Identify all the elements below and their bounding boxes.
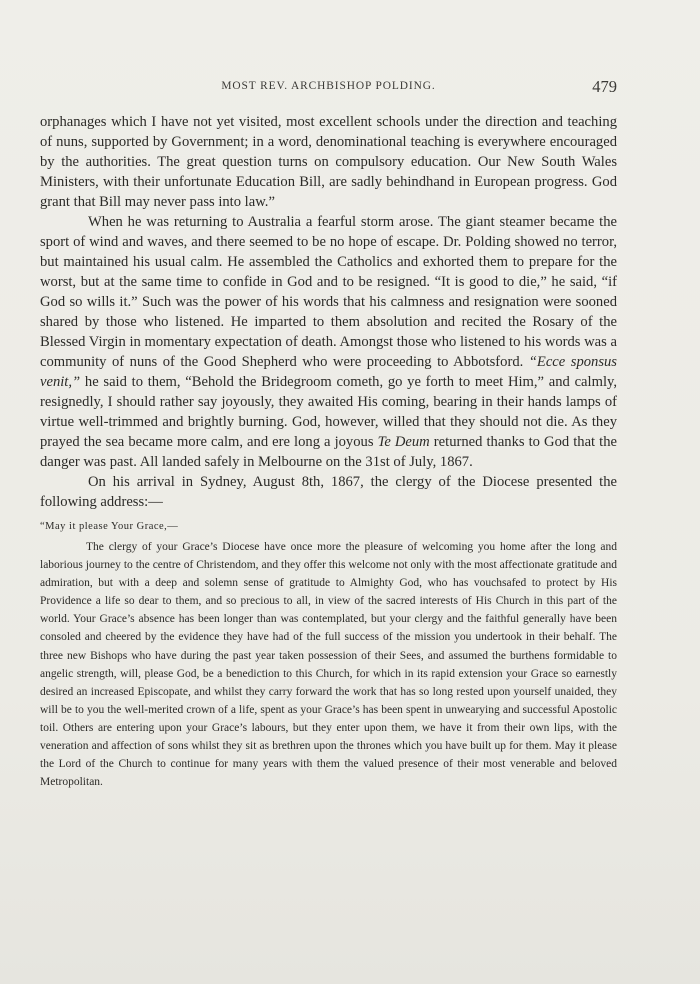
address-salutation: “May it please Your Grace,— (40, 521, 179, 532)
body-text (40, 112, 617, 791)
paragraph-text: On his arrival in Sydney, August 8th, 1867, the clergy of the Diocese presented the following address:— (40, 474, 617, 510)
page-header (40, 77, 617, 100)
page-number: 479 (592, 77, 617, 96)
paragraph-text-end: returned thanks to God that the danger was past. All landed safely in Melbourne on the 31st of July, 1867. (40, 434, 617, 470)
latin-quote: “Ecce sponsus venit,” (40, 354, 617, 390)
te-deum: Te Deum (377, 434, 430, 450)
paragraph-text: When he was returning to Australia a fearful storm arose. The giant steamer became the sport of wind and waves, and there seemed to be no hope of escape. Dr. Polding showed no terror, but maintained his usual calm. He assembled the Catholics and exhorted them to prepare for the worst, but at the same time to confide in God and to be resigned. “It is good to die,” he said, “if God so wills it.” Such was the power of his words that his calmness and resignation were sooned shared by those who listened. He imparted to them absolution and recited the Rosary of the Blessed Virgin in momentary expectation of death. Amongst those who listened to his words was a community of nuns of the Good Shepherd who were proceeding to Abbotsford. (40, 214, 617, 370)
paragraph-arrival (40, 472, 617, 512)
paragraph-orphanages (40, 112, 617, 212)
running-head: MOST REV. ARCHBISHOP POLDING. (221, 80, 436, 92)
address-text: The clergy of your Grace’s Diocese have once more the pleasure of welcoming you home after the long and laborious journey to the centre of Christendom, and they offer this welcome not only with the most affectionate gratitude and admiration, but with a deep and solemn sense of gratitude to Almighty God, who has vouchsafed to protect by His Providence a life so dear to them, and so precious to all, in view of the sacred interests of His Church in this part of the world. Your Grace’s absence has been longer than was contemplated, but your clergy and the faithful generally have been consoled and cheered by the evidence they have had of the full success of the mission you undertook in their behalf. The three new Bishops who have during the past year taken possession of their Sees, and assumed the burthens formidable to angelic strength, will, please God, be a benediction to this Church, for which in its rapid extension your Grace so earnestly desired an increased Episcopate, and whilst they carry forward the work that has so long rested upon yourself unaided, they will be to you the well-merited crown of a life, spent as your Grace’s has been spent in unwearying and successful Apostolic toil. Others are entering upon your Grace’s labours, but they enter upon them, we have it from their own lips, with the veneration and affection of sons whilst they sit as brethren upon the thrones which you have built up for them. May it please the Lord of the Church to continue for many years with them the valued presence of their most venerable and beloved Metropolitan. (40, 541, 617, 789)
paragraph-text: orphanages which I have not yet visited, most excellent schools under the direction and teaching of nuns, supported by Government; in a word, denominational teaching is everywhere encouraged by the authorities. The great question turns on compulsory education. Our New South Wales Ministers, with their unfortunate Education Bill, are sadly behindhand in European progress. God grant that Bill may never pass into law.” (40, 114, 617, 210)
paragraph-text-continued: he said to them, “Behold the Bridegroom cometh, go ye forth to meet Him,” and calmly, resignedly, I should rather say joyously, they awaited His coming, bearing in their hands lamps of virtue well-trimmed and brightly burning. God, however, willed that they should not die. As they prayed the sea became more calm, and ere long a joyous (40, 374, 617, 450)
paragraph-storm (40, 212, 617, 472)
